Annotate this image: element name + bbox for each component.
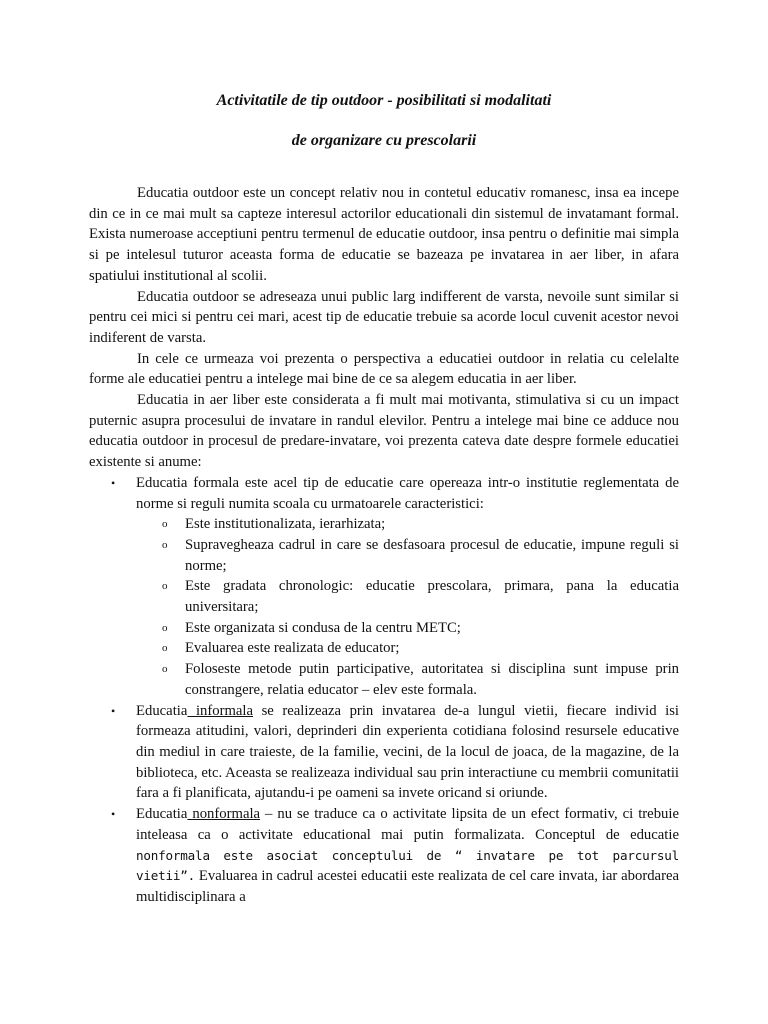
- sub-item-text: Este institutionalizata, ierarhizata;: [185, 516, 386, 533]
- nonformala-text-3: Evaluarea in cadrul acestei educatii este realizata de cel care invata, iar abordarea multidisciplinara a: [136, 868, 679, 905]
- bullet-icon: •: [111, 703, 116, 718]
- sub-item: [162, 659, 679, 700]
- circle-bullet-icon: o: [162, 642, 168, 655]
- circle-bullet-icon: o: [162, 538, 168, 551]
- circle-bullet-icon: o: [162, 621, 168, 634]
- sub-item: [162, 576, 679, 617]
- bullet-icon: •: [111, 807, 116, 822]
- paragraph-motivation: Educatia in aer liber este considerata a fi mult mai motivanta, stimulativa si cu un impact puternic asupra procesului de invatare in randul elevilor. Pentru a intelege mai bine ce adduce nou educatia outdoor in procesul de predare-invatare, voi prezenta cateva date despre formele educatiei existente si anume:: [89, 392, 679, 471]
- informala-lead: Educatia: [136, 702, 188, 719]
- education-forms-list-cont: [89, 701, 679, 908]
- informala-text: se realizeaza prin invatarea de-a lungul vietii, fiecare individ isi formeaza atitudini, valori, deprinderi din experienta cotidiana folosind resursele educative din mediul in care traieste, de la familie, vecini, de la locul de joaca, de la magazine, de la biblioteca, etc. Aceasta se realizeaza individual sau prin interactiune cu membrii comunitatii fara a fi planificata, ajutandu-i pe oameni sa invete oricand si oriunde.: [136, 702, 679, 802]
- informala-term: informala: [187, 702, 254, 719]
- sub-item: [162, 535, 679, 576]
- education-forms-list: [89, 473, 679, 514]
- circle-bullet-icon: o: [162, 663, 168, 676]
- sub-item-text: Este organizata si condusa de la centru METC;: [185, 619, 461, 636]
- nonformala-lead: Educatia: [136, 806, 188, 823]
- nonformala-term: nonformala: [187, 806, 261, 823]
- sub-item-text: Foloseste metode putin participative, autoritatea si disciplina sunt impuse prin constrangere, relatia educator – elev este formala.: [185, 661, 679, 698]
- circle-bullet-icon: o: [162, 580, 168, 593]
- bullet-icon: •: [111, 475, 116, 490]
- paragraph-perspective: In cele ce urmeaza voi prezenta o perspectiva a educatiei outdoor in relatia cu celelalte forme ale educatiei pentru a intelege mai bine de ce sa alegem educatia in aer liber.: [89, 350, 679, 388]
- list-item-formala: [89, 473, 679, 514]
- formala-text: Educatia formala este acel tip de educatie care opereaza intr-o institutie reglementata de norme si reguli numita scoala cu urmatoarele caracteristici:: [136, 474, 679, 512]
- formala-characteristics: [89, 514, 679, 700]
- sub-item-text: Evaluarea este realizata de educator;: [185, 640, 400, 657]
- nonformala-text-1: – nu se traduce ca o activitate lipsita de un efect formativ, ci trebuie inteleasa ca o activitate educational mai putin formalizata. Conceptul de educatie: [136, 806, 679, 843]
- paragraph-intro: Educatia outdoor este un concept relativ nou in contetul educativ romanesc, insa ea incepe din ce in ce mai mult sa capteze interesul actorilor educationali din sistemul de invatamant formal. Exista numeroase acceptiuni pentru termenul de educatie outdoor, insa pentru o definitie mai simpla si pe intelesul tuturor aceasta forma de educatie se bazeaza pe invatarea in aer liber, in afara spatiului institutional al scolii.: [89, 185, 679, 284]
- list-item-nonformala: [89, 804, 679, 908]
- sub-item: [162, 514, 679, 535]
- paragraph-audience: Educatia outdoor se adreseaza unui public larg indifferent de varsta, nevoile sunt similar si pentru cei mici si pentru cei mari, acest tip de educatie trebuie sa acorde locul cuvenit acestor nevoi indiferent de varsta.: [89, 288, 679, 346]
- sub-item: [162, 618, 679, 639]
- title-line-1: Activitatile de tip outdoor - posibilitati si modalitati: [216, 92, 552, 109]
- nonformala-text-2: nonformala este asociat conceptului de “ invatare pe tot parcursul vietii”.: [136, 847, 679, 884]
- sub-item-text: Este gradata chronologic: educatie prescolara, primara, pana la educatia universitara;: [185, 578, 679, 616]
- title-line-2: de organizare cu prescolarii: [291, 132, 477, 149]
- body-text: [89, 183, 679, 908]
- list-item-informala: [89, 701, 679, 805]
- sub-item: [162, 638, 679, 659]
- circle-bullet-icon: o: [162, 518, 168, 531]
- sub-item-text: Supravegheaza cadrul in care se desfasoara procesul de educatie, impune reguli si norme;: [185, 536, 679, 574]
